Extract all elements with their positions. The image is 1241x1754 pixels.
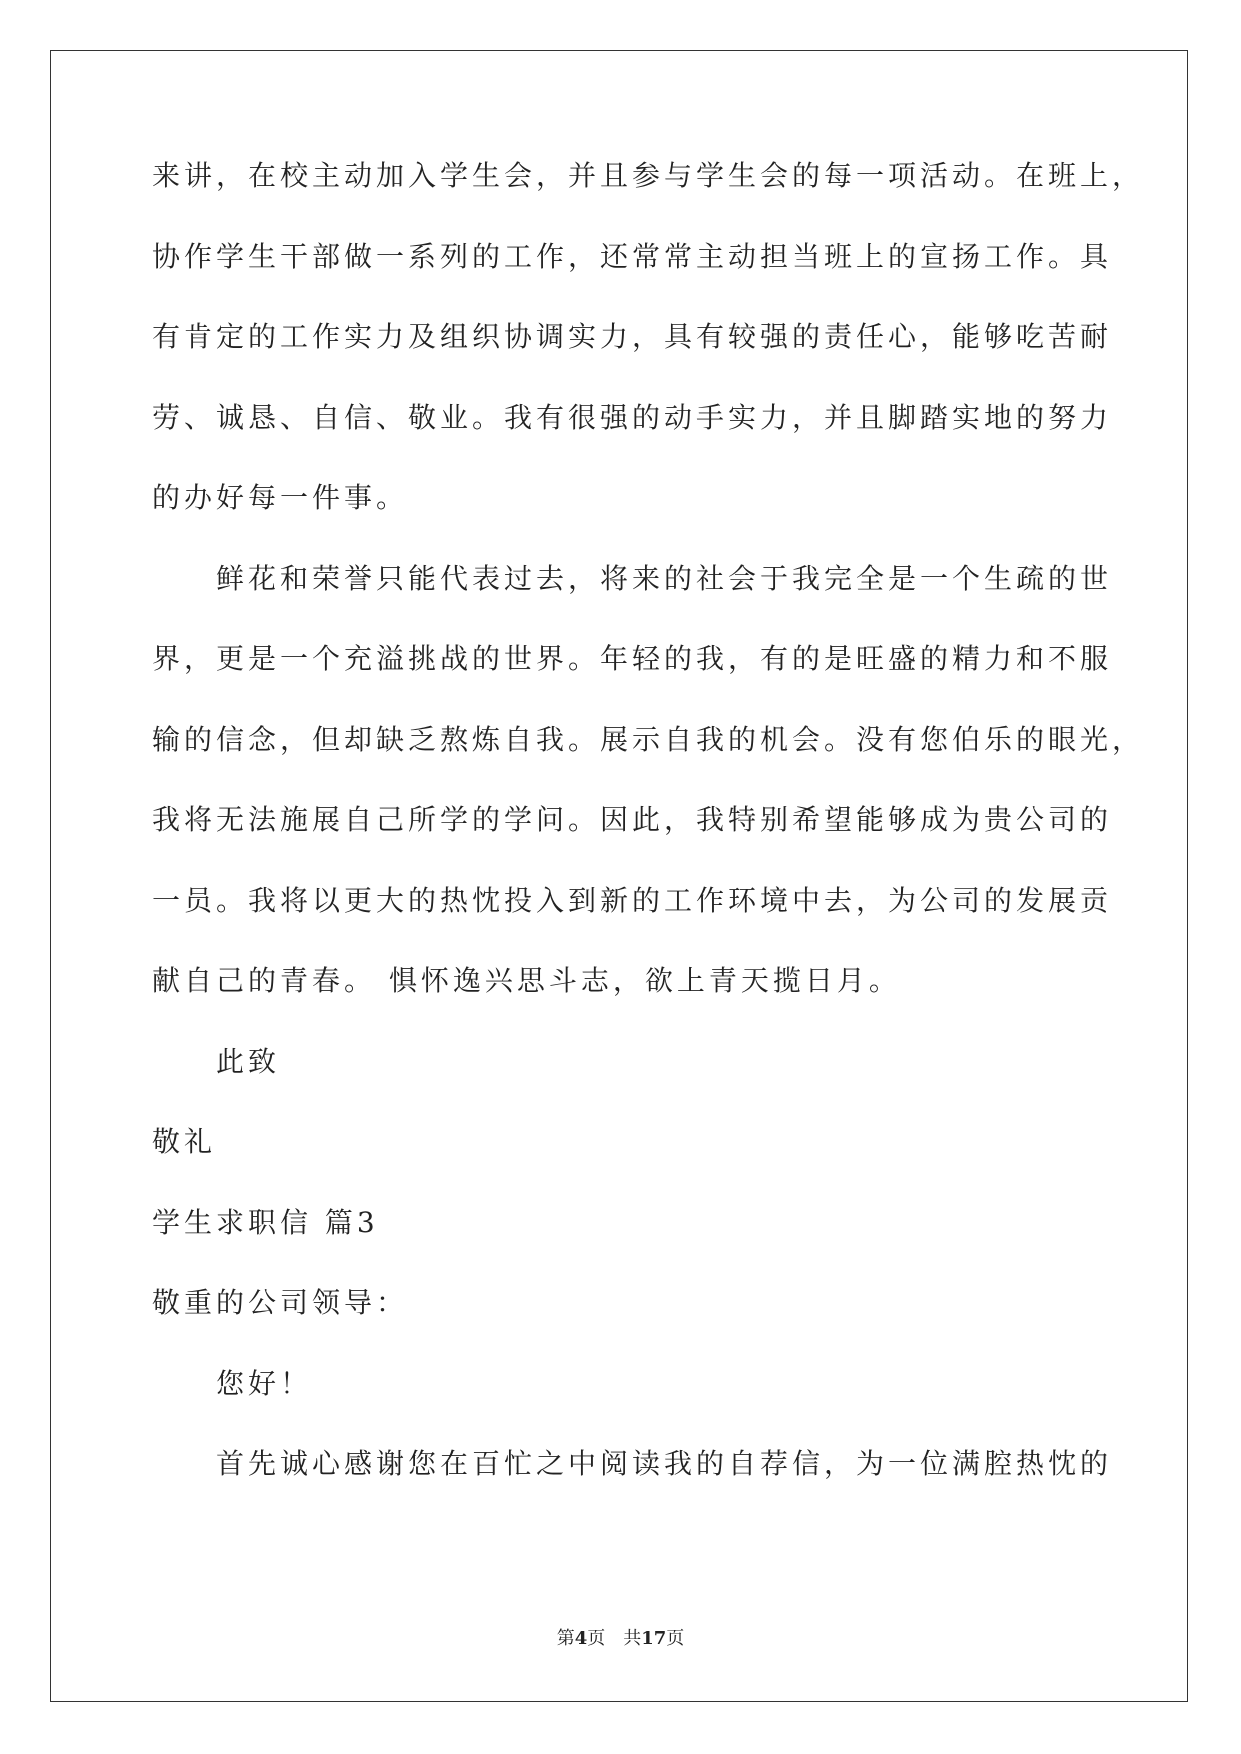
page-prefix: 第 <box>556 1628 575 1649</box>
body-line: 一员。我将以更大的热忱投入到新的工作环境中去，为公司的发展贡 <box>152 883 1113 917</box>
page-footer <box>0 1624 1241 1650</box>
salutation: 敬重的公司领导： <box>152 1286 409 1319</box>
letter-body <box>152 136 1145 1505</box>
body-line: 协作学生干部做一系列的工作，还常常主动担当班上的宣扬工作。具 <box>152 239 1113 273</box>
body-line: 界，更是一个充溢挑战的世界。年轻的我，有的是旺盛的精力和不服 <box>152 642 1113 675</box>
page-number: 4 <box>574 1628 588 1649</box>
total-suffix: 页 <box>666 1628 685 1649</box>
page-suffix: 页 <box>587 1628 606 1649</box>
salute-line: 敬礼 <box>152 1125 217 1158</box>
body-line: 的办好每一件事。 <box>152 481 409 514</box>
body-line: 劳、诚恳、自信、敬业。我有很强的动手实力，并且脚踏实地的努力 <box>152 400 1113 434</box>
section-heading: 学生求职信 篇3 <box>152 1205 379 1239</box>
body-line: 献自己的青春。 惧怀逸兴思斗志，欲上青天揽日月。 <box>152 964 901 997</box>
body-line: 鲜花和荣誉只能代表过去，将来的社会于我完全是一个生疏的世 <box>216 561 1113 595</box>
body-line: 输的信念，但却缺乏熬炼自我。展示自我的机会。没有您伯乐的眼光， <box>152 722 1145 756</box>
total-pages: 17 <box>641 1628 667 1649</box>
greeting: 您好！ <box>216 1366 313 1400</box>
body-line: 我将无法施展自己所学的学问。因此，我特别希望能够成为贵公司的 <box>152 803 1113 836</box>
body-line: 来讲，在校主动加入学生会，并且参与学生会的每一项活动。在班上， <box>152 159 1145 192</box>
closing-line: 此致 <box>216 1044 281 1078</box>
total-prefix: 共 <box>623 1628 642 1649</box>
body-line: 有肯定的工作实力及组织协调实力，具有较强的责任心，能够吃苦耐 <box>152 320 1113 353</box>
body-line: 首先诚心感谢您在百忙之中阅读我的自荐信，为一位满腔热忱的 <box>216 1447 1113 1480</box>
